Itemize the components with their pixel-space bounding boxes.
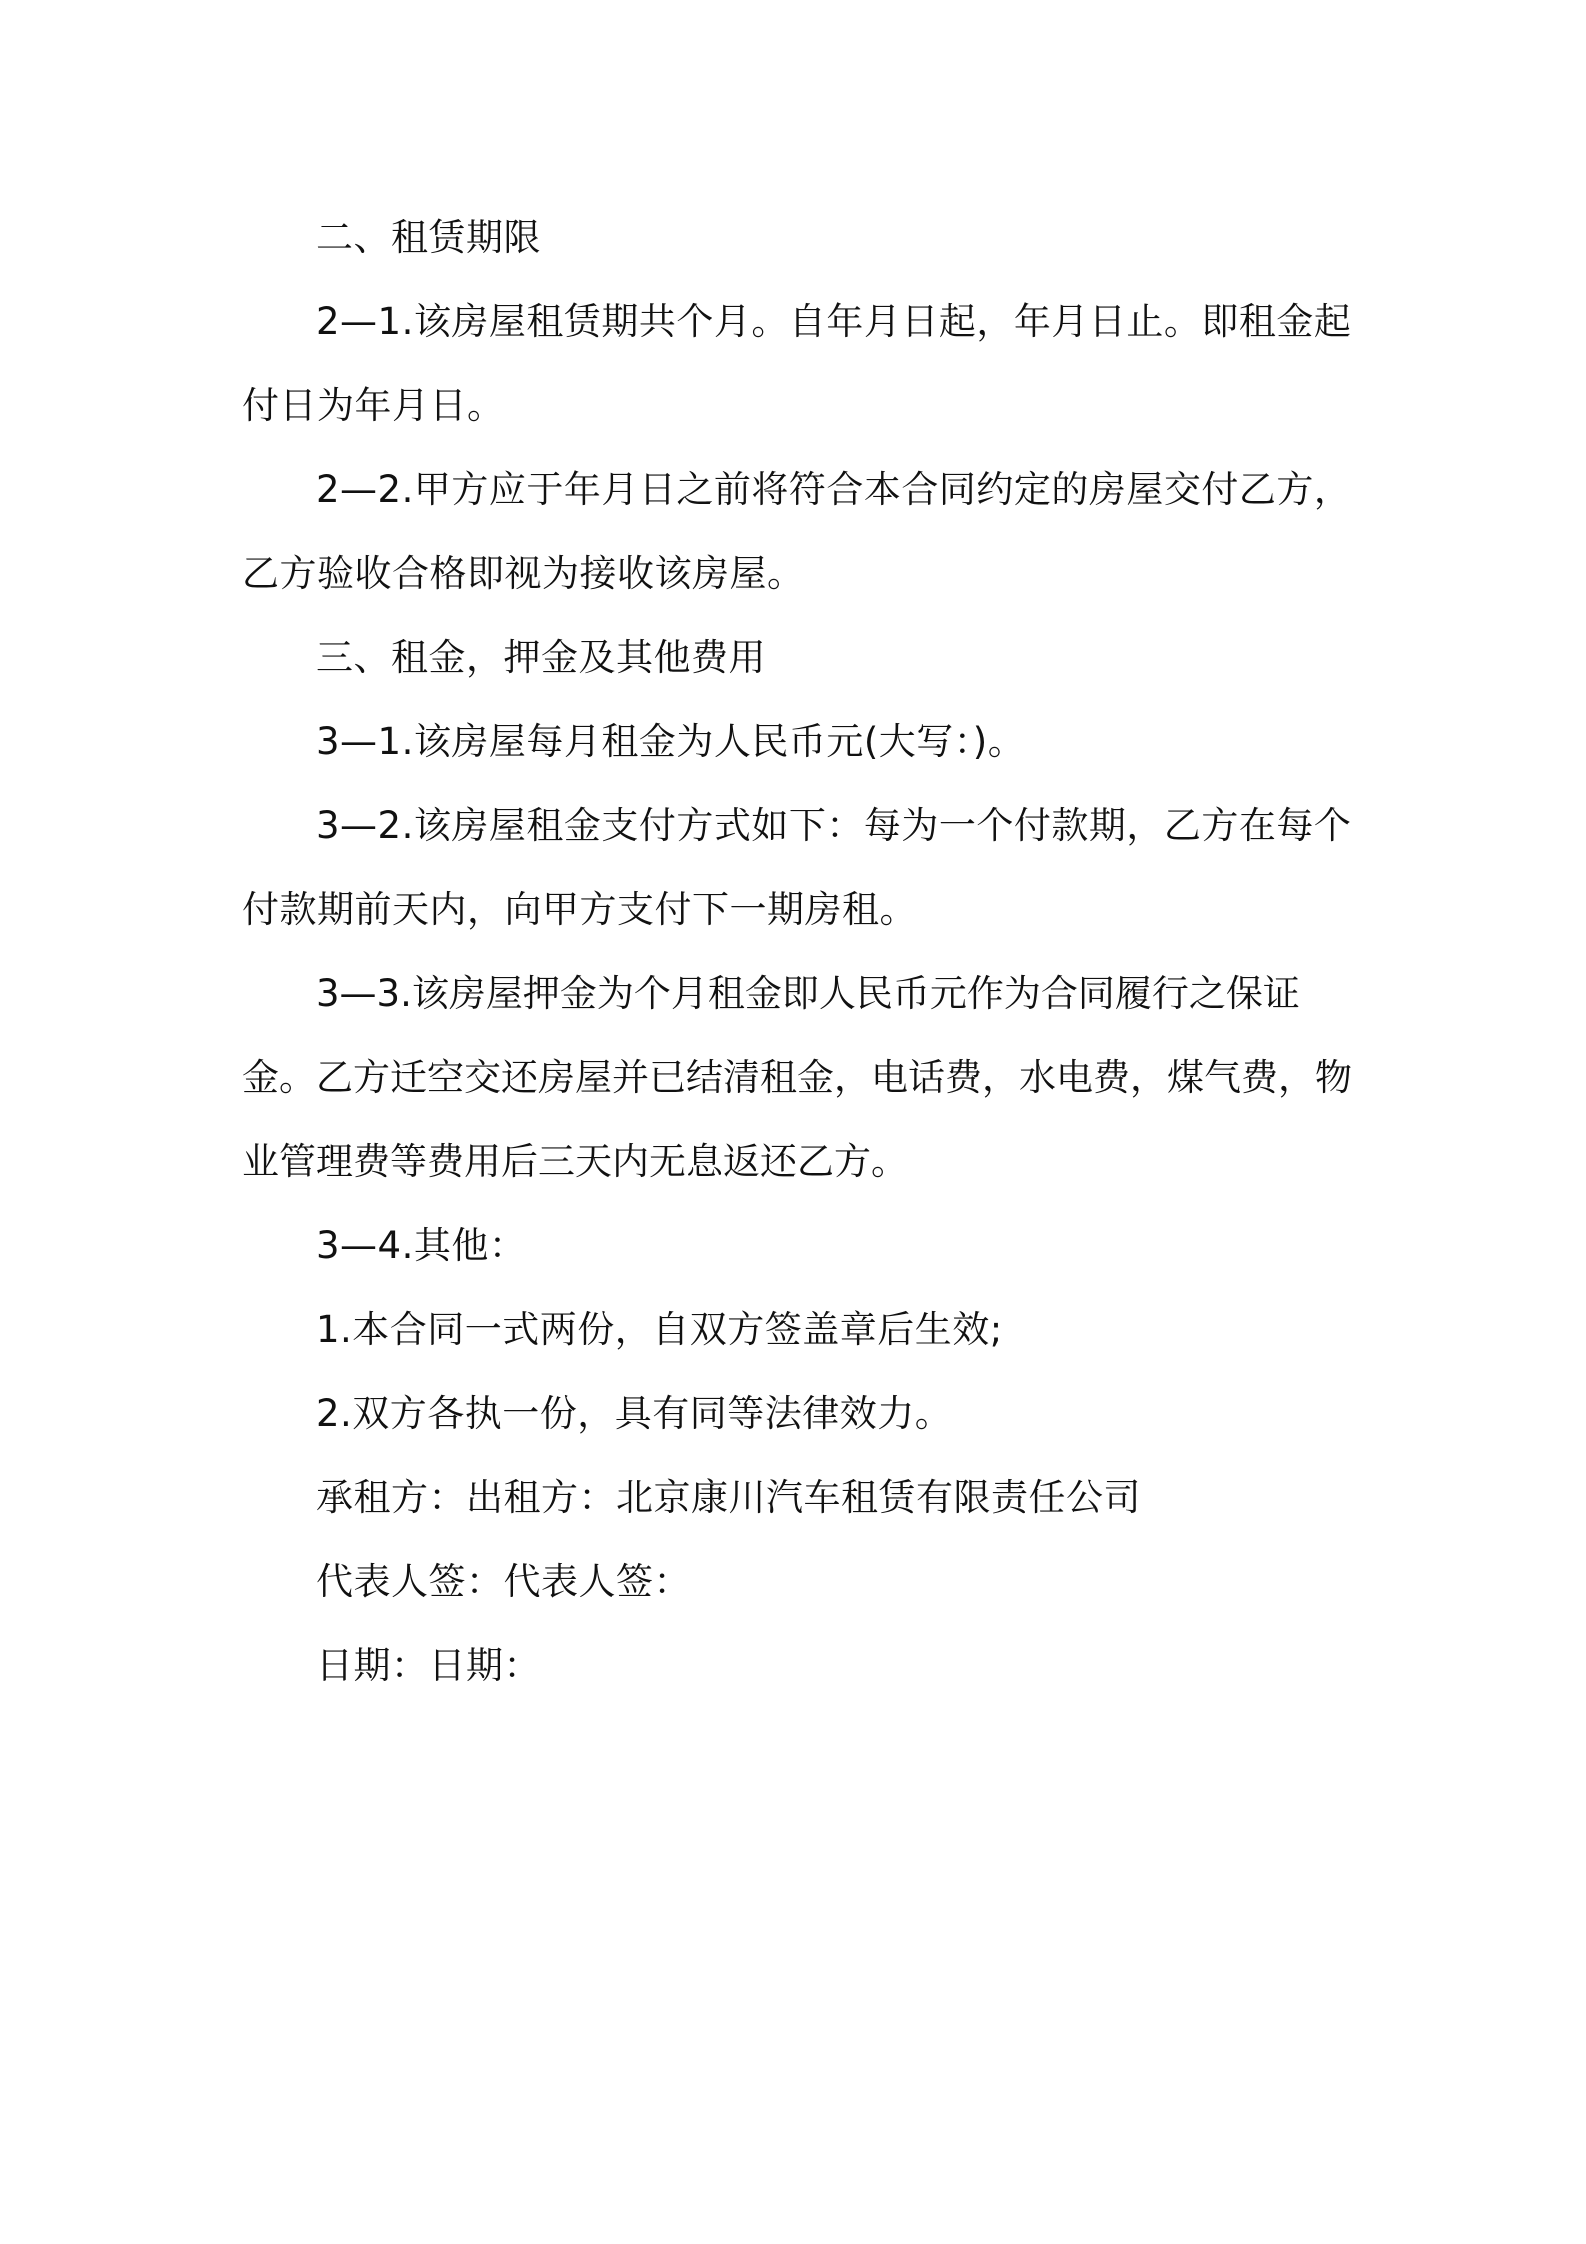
clause-3-3: 3—3.该房屋押金为个月租金即人民币元作为合同履行之保证金。乙方迁空交还房屋并已结清租金，电话费，水电费，煤气费，物业管理费等费用后三天内无息返还乙方。 [242,972,1352,1183]
section-heading-lease-term: 二、租赁期限 [316,216,541,259]
clause-3-2: 3—2.该房屋租金支付方式如下：每为一个付款期，乙方在每个付款期前天内，向甲方支付下一期房租。 [242,804,1352,931]
other-item-1: 1.本合同一式两份，自双方签盖章后生效; [316,1308,1003,1351]
section-heading-rent-deposit: 三、租金，押金及其他费用 [316,636,766,679]
parties-line: 承租方：出租方：北京康川汽车租赁有限责任公司 [316,1476,1141,1519]
signature-line: 代表人签：代表人签： [316,1560,691,1603]
clause-2-1: 2—1.该房屋租赁期共个月。自年月日起，年月日止。即租金起付日为年月日。 [242,300,1352,427]
date-line: 日期：日期： [316,1644,541,1687]
clause-2-2: 2—2.甲方应于年月日之前将符合本合同约定的房屋交付乙方，乙方验收合格即视为接收该房屋。 [242,468,1352,595]
clause-3-4: 3—4.其他： [316,1224,527,1267]
other-item-2: 2.双方各执一份，具有同等法律效力。 [316,1392,953,1435]
document-body [242,196,1362,1708]
clause-3-1: 3—1.该房屋每月租金为人民币元(大写：)。 [316,720,1026,763]
